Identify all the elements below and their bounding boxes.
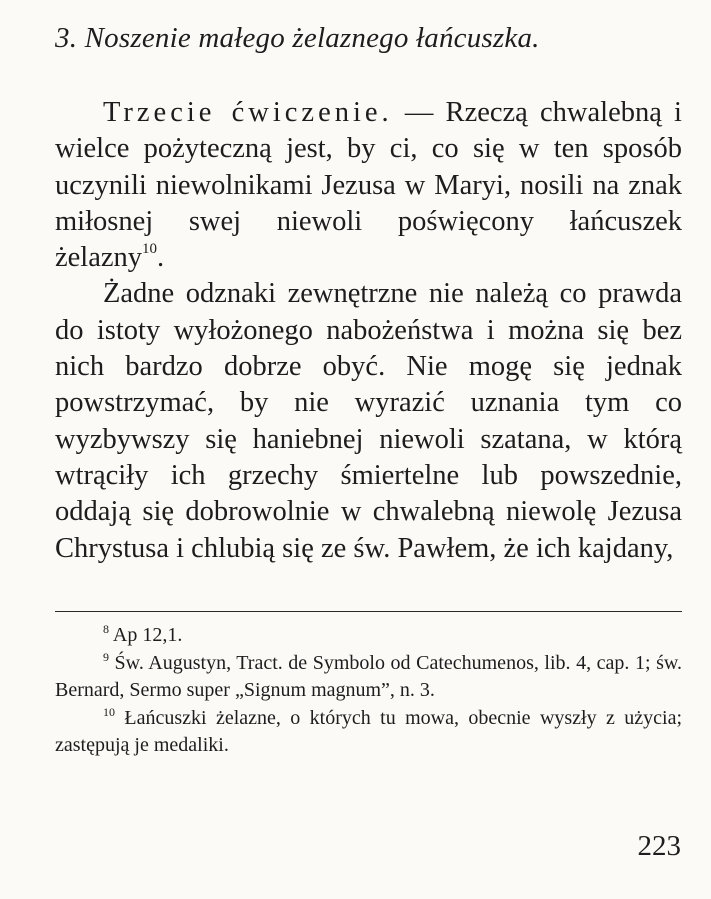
footnote-9 bbox=[55, 650, 682, 705]
footnote-text: Św. Augustyn, Tract. de Symbolo od Catechumenos, lib. 4, cap. 1; św. Bernard, Sermo super „Signum magnum”, n. 3. bbox=[55, 651, 682, 701]
footnote-number: 9 bbox=[103, 649, 109, 664]
footnote-text: Łańcuszki żelazne, o których tu mowa, obecnie wyszły z użycia; zastępują je medaliki. bbox=[55, 706, 682, 756]
footnotes bbox=[55, 622, 682, 760]
paragraph-badges: Żadne odznaki zewnętrzne nie należą co prawda do istoty wyłożonego nabożeństwa i można się bez nich bardzo dobrze obyć. Nie mogę się jednak powstrzymać, by nie wyrazić uznania tym co wyzbywszy się haniebnej niewoli szatana, w którą wtrąciły ich grzechy śmiertelne lub powszednie, oddają się dobrowolnie w chwalebną niewolę Jezusa Chrystusa i chlubią się ze św. Pawłem, że ich kajdany, bbox=[55, 278, 682, 564]
paragraph-exercise bbox=[55, 95, 682, 276]
footnote-number: 8 bbox=[103, 622, 109, 636]
exercise-title: Trzecie ćwiczenie. bbox=[103, 97, 393, 128]
section-heading: 3. Noszenie małego żelaznego łańcuszka. bbox=[55, 22, 540, 54]
footnote-number: 10 bbox=[103, 704, 115, 719]
page-number: 223 bbox=[637, 830, 681, 862]
footnote-8 bbox=[55, 622, 682, 650]
footnote-divider bbox=[55, 611, 682, 612]
footnote-ref-10: 10 bbox=[142, 241, 158, 258]
paragraph-exercise-text: — Rzeczą chwalebną i wielce pożyteczną jest, by ci, co się w ten sposób uczynili niewolnikami Jezusa w Maryi, nosili na znak miłosnej swej niewoli poświęcony łańcuszek żelazny bbox=[55, 97, 682, 274]
footnote-text: Ap 12,1. bbox=[109, 624, 183, 646]
paragraph-exercise-tail: . bbox=[157, 242, 165, 274]
main-text bbox=[55, 95, 682, 567]
footnote-10 bbox=[55, 705, 682, 760]
